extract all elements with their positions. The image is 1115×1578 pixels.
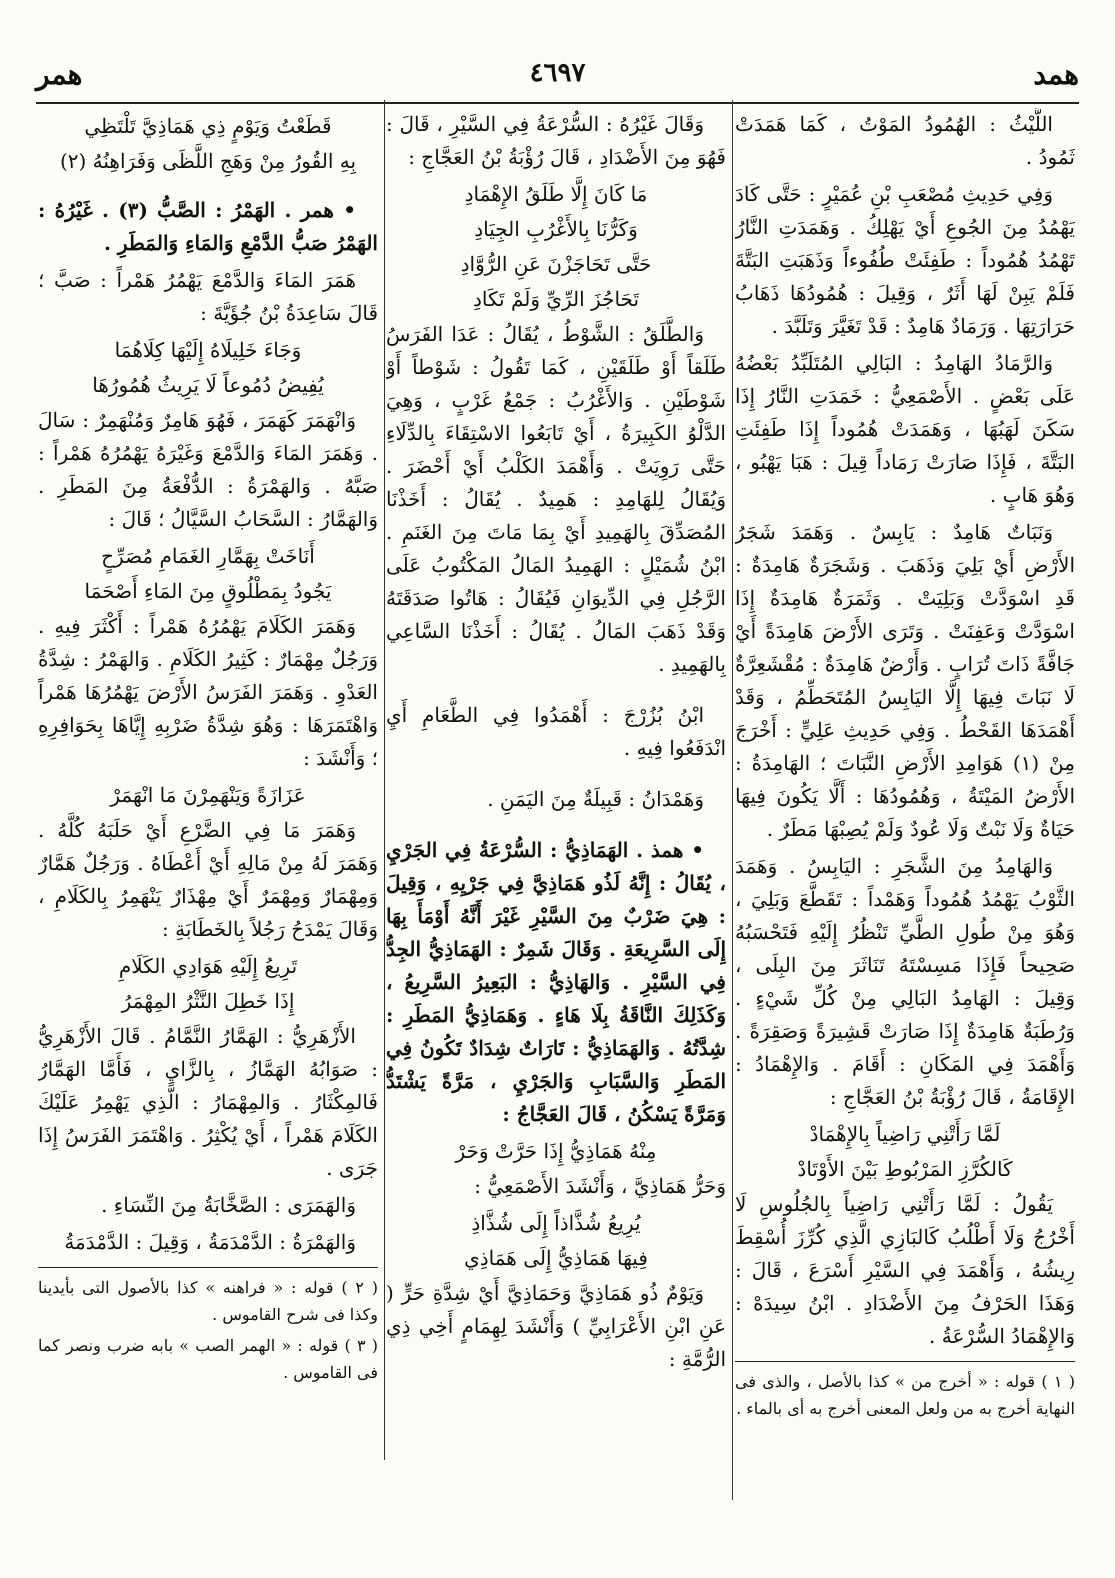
verse-line: تَرِيعُ إِلَيْهِ هَوَادِي الكَلَامِ xyxy=(118,954,298,978)
entry-text: وَهَمَرَ الكَلَامَ يَهْمُرُهُ هَمْراً : أَكْثَرَ فِيهِ . وَرَجُلٌ مِهْمَارٌ : كَثِيرُ الكَلَامِ . وَالهَمْرُ : شِدَّةُ العَدْوِ . وَهَمَرَ الفَرَسُ الأَرْضَ يَهْمُرُهَا هَمْراً وَاهْتَمَرَهَا : وَهُوَ شِدَّةُ ضَرْبِهِ إِيَّاهَا بِحَوَافِرِهِ ؛ وَأَنْشَدَ : xyxy=(38,614,378,770)
verse-line: فِيهَا هَمَاذِيُّ إِلَى هَمَاذِي xyxy=(464,1246,648,1270)
column-divider xyxy=(732,100,733,1500)
entry-text: وَنَبَاتٌ هَامِدٌ : يَابِسٌ . وَهَمَدَ شَجَرُ الأَرْضِ أَيْ بَلِيَ وَذَهَبَ . وَشَجَرَةٌ هَامِدَةٌ : قَدِ اسْوَدَّتْ وَبَلِيَتْ . وَثَمَرَةٌ هَامِدَةٌ إِذَا اسْوَدَّتْ وَعَفِنَتْ . وَتَرَى الأَرْضَ هَامِدَةً أَيْ جَافَّةً ذَاتَ تُرَابٍ . وَأَرْضٌ هَامِدَةٌ : مُقْشَعِرَّةٌ لَا نَبَاتَ فِيهَا إِلَّا اليَابِسُ المُتَحَطِّمُ ، وَقَدْ أَهْمَدَهَا القَحْطُ . وَفِي حَدِيثِ عَلِيٍّ : أَخْرَجَ مِنْ (١) هَوَامِدِ الأَرْضِ النَّبَاتَ ؛ الهَامِدَةُ : الأَرْضُ المَيْتَةُ ، وَهُمُودُهَا : أَلَّا يَكُونَ فِيهَا حَيَاةٌ وَلَا نَبْتٌ وَلَا عُودٌ وَلَمْ يُصِبْهَا مَطَرٌ . xyxy=(735,520,1075,841)
running-head-right: همد xyxy=(1033,58,1079,91)
verse-line: تَحَاجُزَ الرِّيِّ وَلَمْ تَكَادِ xyxy=(472,287,640,311)
verse-line: أَنَاخَتْ بِهَمَّارِ الغَمَامِ مُصَرِّحٍ xyxy=(101,544,315,568)
entry-text: وَالطَّلَقُ : الشَّوْطُ ، يُقَالُ : عَدَا الفَرَسُ طَلَقاً أَوْ طَلَقَيْنِ ، كَمَا تَقُولُ : شَوْطاً أَوْ شَوْطَيْنِ . وَالأَغْرُبُ : جَمْعُ غَرْبٍ ، وَهِيَ الدَّلْوُ الكَبِيرَةُ ، أَيْ تَابَعُوا الاسْتِقَاءَ بِالدِّلَاءِ حَتَّى رَوِيَتْ . وَأَهْمَدَ الكَلْبُ أَيْ أَحْضَرَ . وَيُقَالُ لِلهَامِدِ : هَمِيدٌ . يُقَالُ : أَخَذْنَا المُصَدِّقَ بِالهَمِيدِ أَيْ بِمَا مَاتَ مِنَ الغَنَمِ . ابْنُ شُمَيْلٍ : الهَمِيدُ المَالُ المَكْتُوبُ عَلَى الرَّجُلِ فِي الدِّيوَانِ فَيُقَالُ : هَاتُوا صَدَقَتَهُ وَقَدْ ذَهَبَ المَالُ . يُقَالُ : أَخَذْنَا السَّاعِي بِالهَمِيدِ . xyxy=(386,322,726,676)
column-divider xyxy=(384,100,385,1460)
entry-text: هَمَرَ المَاءَ وَالدَّمْعَ يَهْمُرُ هَمْراً : صَبَّ ؛ قَالَ سَاعِدَةُ بْنُ جُؤَيَّةَ : xyxy=(38,268,378,325)
entry-text: وَالهَامِدُ مِنَ الشَّجَرِ : اليَابِسُ . وَهَمَدَ الثَّوْبُ يَهْمُدُ هُمُوداً وَهَمْداً : تَقَطَّعَ وَبَلِيَ ، وَهُوَ مِنْ طُولِ الطَّيِّ تَنْظُرُ إِلَيْهِ فَتَحْسَبُهُ صَحِيحاً فَإِذَا مَسِسْتَهُ تَنَاثَرَ مِنَ البِلَى ، وَقِيلَ : الهَامِدُ البَالِي مِنْ كُلِّ شَيْءٍ . وَرُطَبَةٌ هَامِدَةٌ إِذَا صَارَتْ قَشِيرَةً وَصَقِرَةً . وَأَهْمَدَ فِي المَكَانِ : أَقَامَ . وَالإِهْمَادُ : الإِقَامَةُ ، قَالَ رُؤْبَةُ بْنُ العَجَّاجِ : xyxy=(735,854,1075,1109)
headword-entry: • همذ . الهَمَاذِيُّ : السُّرْعَةُ فِي الجَرْيِ ، يُقَالُ : إِنَّهُ لَذُو هَمَاذِيَّ فِي جَرْيِهِ ، وَقِيلَ : هِيَ ضَرْبٌ مِنَ السَّيْرِ غَيْرَ أَنَّهُ أَوْمَأَ بِهَا إِلَى السَّرِيعَةِ . وَقَالَ شَمِرٌ : الهَمَاذِيُّ الجِدُّ فِي السَّيْرِ . وَالهَاذِيُّ : البَعِيرُ السَّرِيعُ ، وَكَذَلِكَ النَّاقَةُ بِلَا هَاءٍ . وَهَمَاذِيُّ المَطَرِ : شِدَّتُهُ . وَالهَمَاذِيُّ : تَارَاتٌ شِدَادٌ تَكُونُ فِي المَطَرِ وَالسَّبَابِ وَالجَرْيِ ، مَرَّةً يَشْتَدُّ وَمَرَّةً يَسْكُنُ ، قَالَ العَجَّاجُ : xyxy=(386,834,726,1131)
footnote: ( ٣ ) قوله : « الهمر الصب » بابه ضرب ونصر كما فى القاموس . xyxy=(38,1336,378,1382)
entry-text: وَفِي حَدِيثِ مُصْعَبِ بْنِ عُمَيْرٍ : حَتَّى كَادَ يَهْمُدُ مِنَ الجُوعِ أَيْ يَهْلِكُ . وَهَمَدَتِ النَّارُ تَهْمُدُ هُمُوداً : طَفِئَتْ طُفُوءاً وَذَهَبَتِ البَتَّةَ فَلَمْ يَبِنْ لَهَا أَثَرٌ ، وَقِيلَ : هُمُودُهَا ذَهَابُ حَرَارَتِهَا . وَرَمَادٌ هَامِدٌ : قَدْ تَغَيَّرَ وَتَلَبَّدَ . xyxy=(735,182,1075,338)
page-header xyxy=(36,58,1079,98)
verse-line: لَمَّا رَأَتْنِي رَاضِياً بِالإِهْمَادْ xyxy=(809,1122,1001,1146)
column-middle xyxy=(386,108,726,1538)
entry-text: يَقُولُ : لَمَّا رَأَتْنِي رَاضِياً بِالجُلُوسِ لَا أَخْرُجُ وَلَا أَطْلُبُ كَالبَازِي الَّذِي كُرِّزَ أُسْقِطَ رِيشُهُ ، وَأَهْمَدَ فِي السَّيْرِ أَسْرَعَ ، قَالَ : وَهَذَا الحَرْفُ مِنَ الأَضْدَادِ . ابْنُ سِيدَهْ : وَالإِهْمَادُ السُّرْعَةُ . xyxy=(735,1192,1075,1348)
page-number: ٤٦٩٧ xyxy=(529,58,586,88)
entry-text: الأَزْهَرِيُّ : الهَمَّارُ النَّمَّامُ . قَالَ الأَزْهَرِيُّ : صَوَابُهُ الهَمَّازُ ، بِالزَّايِ ، فَأَمَّا الهَمَّارُ فَالمِكْثَارُ . وَالمِهْمَارُ : الَّذِي يَهْمِرُ عَلَيْكَ الكَلَامَ هَمْراً ، أَيْ يُكْثِرُ . وَاهْتَمَرَ الفَرَسُ إِذَا جَرَى . xyxy=(38,1024,378,1180)
footnote: ( ١ ) قوله : « أخرج من » كذا بالأصل ، والذى فى النهاية أخرج به من ولعل المعنى أخرج به أى بالماء . xyxy=(735,1372,1075,1418)
header-rule xyxy=(36,102,1079,104)
verse-line: بِهِ القُورُ مِنْ وَهَجِ اللَّظَى وَفَرَاهِنُهُ (٢) xyxy=(59,149,357,173)
entry-text: اللَّيْثُ : الهُمُودُ المَوْتُ ، كَمَا هَمَدَتْ ثَمُودُ . xyxy=(735,112,1075,169)
verse-line: قَطَعْتُ وَيَوْمٍ ذِي هَمَاذِيَّ تَلْتَظِي xyxy=(84,114,332,138)
verse-line: يُفِيضُ دُمُوعاً لَا يَرِيثُ هُمُورُهَا xyxy=(92,373,324,397)
footnote-rule xyxy=(38,1267,378,1268)
verse-line: كَالكُرَّزِ المَرْبُوطِ بَيْنَ الأَوْتَادْ xyxy=(797,1157,1013,1181)
running-head-left: همر xyxy=(36,58,83,91)
entry-text: وَحَرُّ هَمَاذِيَّ ، وَأَنْشَدَ الأَصْمَعِيُّ : xyxy=(474,1174,726,1198)
entry-text: وَالرَّمَادُ الهَامِدُ : البَالِي المُتَلَبِّدُ بَعْضُهُ عَلَى بَعْضٍ . الأَصْمَعِيُّ : خَمَدَتِ النَّارُ إِذَا سَكَنَ لَهَبُهَا ، وَهَمَدَتْ هُمُوداً إِذَا طَفِئَتِ البَتَّةَ ، فَإِذَا صَارَتْ رَمَاداً قِيلَ : هَبَا يَهْبُو ، وَهُوَ هَابٍ . xyxy=(735,351,1075,507)
entry-text: وَالهَمْرَةُ : الدَّمْدَمَةُ ، وَقِيلَ : الدَّمْدَمَةُ xyxy=(64,1230,356,1254)
column-right xyxy=(735,108,1075,1538)
entry-text: وَقَالَ غَيْرُهُ : السُّرْعَةُ فِي السَّيْرِ ، قَالَ : فَهُوَ مِنَ الأَضْدَادِ ، قَالَ رُؤْبَةُ بْنُ العَجَّاجِ : xyxy=(386,112,726,169)
verse-line: يُرِيعُ شُذَّاذاً إِلَى شُذَّاذِ xyxy=(471,1211,641,1235)
verse-line: يَجُودُ بِمَطْلُوقٍ مِنَ المَاءِ أَصْحَمَا xyxy=(84,579,332,603)
verse-line: وَكَرُّنَا بِالأَغْرُبِ الجِيَادِ xyxy=(474,217,638,241)
entry-text: ابْنُ بُزُرْجَ : أَهْمَدُوا فِي الطَّعَامِ أَيِ انْدَفَعُوا فِيهِ . xyxy=(386,703,726,760)
column-left xyxy=(38,108,378,1538)
headword-entry: • همر . الهَمْرُ : الصَّبُّ (٣) . غَيْرُهُ : الهَمْرُ صَبُّ الدَّمْعِ وَالمَاءِ وَالمَطَرِ . xyxy=(38,194,378,260)
verse-line: إِذَا خَطِلَ النَّثْرُ المِهْمَرُ xyxy=(121,989,295,1013)
entry-text: وَانْهَمَرَ كَهَمَرَ ، فَهُوَ هَامِرٌ وَمُنْهَمِرٌ : سَالَ . وَهَمَرَ المَاءَ وَالدَّمْعَ وَغَيْرَهُ يَهْمُرُهُ هَمْراً : صَبَّهُ . وَالهَمْرَةُ : الدُّفْعَةُ مِنَ المَطَرِ . وَالهَمَّارُ : السَّحَابُ السَّيَّالُ ؛ قَالَ : xyxy=(38,408,378,531)
verse-line: مَا كَانَ إِلَّا طَلَقُ الإِهْمَادِ xyxy=(464,182,648,206)
entry-text: وَالهَمَرَى : الصَّخَّابَةُ مِنَ النِّسَاءِ . xyxy=(101,1193,356,1217)
verse-line: مِنْهُ هَمَاذِيُّ إِذَا حَرَّتْ وَحَرْ xyxy=(455,1139,657,1163)
entry-text: وَهَمْدَانُ : قَبِيلَةٌ مِنَ اليَمَنِ . xyxy=(487,787,704,811)
footnote: ( ٢ ) قوله : « فراهنه » كذا بالأصول التى بأيدينا وكذا فى شرح القاموس . xyxy=(38,1278,378,1324)
entry-text: وَيَوْمٌ ذُو هَمَاذِيَّ وَحَمَاذِيَّ أَيْ شِدَّةِ حَرٍّ ( عَنِ ابْنِ الأَعْرَابِيِّ ) وَأَنْشَدَ لِهِمَامٍ أَخِي ذِي الرُّمَّةِ : xyxy=(386,1281,726,1371)
verse-line: عَزَازَةً وَيَنْهَمِرْنَ مَا انْهَمَرْ xyxy=(110,783,306,807)
verse-line: حَتَّى تَحَاجَزْنَ عَنِ الرُّوَّادِ xyxy=(460,252,652,276)
footnote-rule xyxy=(735,1361,1075,1362)
entry-text: وَهَمَرَ مَا فِي الضَّرْعِ أَيْ حَلَبَهُ كُلَّهُ . وَهَمَرَ لَهُ مِنْ مَالِهِ أَيْ أَعْطَاهُ . وَرَجُلٌ هَمَّارٌ وَمِهْمَارٌ وَمِهْمَرٌ أَيْ مِهْذَارٌ يَنْهَمِرُ بِالكَلَامِ ، وَقَالَ يَمْدَحُ رَجُلاً بِالخَطَابَةِ : xyxy=(38,818,378,941)
verse-line: وَجَاءَ خَلِيلَاهُ إِلَيْهَا كِلَاهُمَا xyxy=(114,338,302,362)
